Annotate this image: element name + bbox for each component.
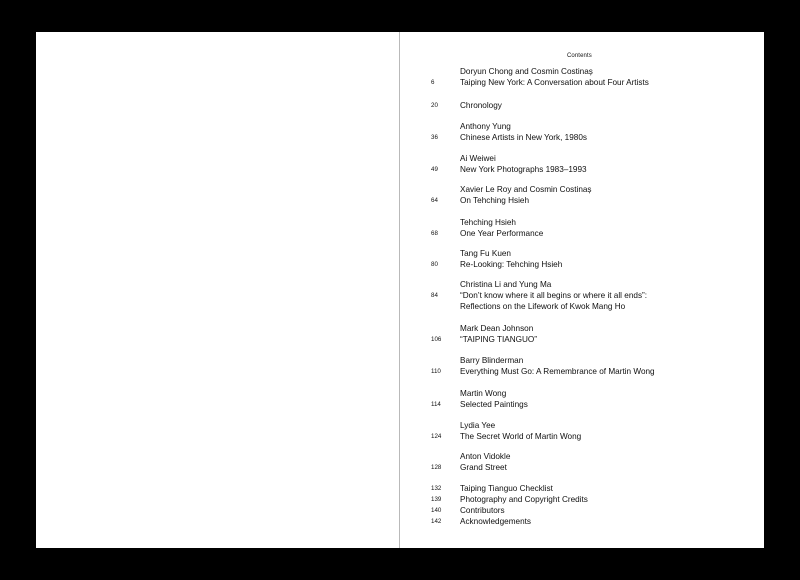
toc-page-number: 140 (431, 507, 442, 514)
toc-title-line (400, 195, 764, 206)
toc-title: On Tehching Hsieh (460, 196, 530, 205)
book-spread (36, 32, 764, 548)
toc-page-number: 49 (431, 166, 438, 173)
toc-title: Re-Looking: Tehching Hsieh (460, 260, 563, 269)
toc-entry (400, 420, 764, 442)
toc-title: Grand Street (460, 463, 507, 472)
toc-page-number: 68 (431, 230, 438, 237)
toc-title-line (400, 334, 764, 345)
toc-title-line (400, 77, 764, 88)
toc-title-line (400, 462, 764, 473)
toc-page-number: 80 (431, 261, 438, 268)
toc-page-number: 142 (431, 518, 442, 525)
toc-page-number: 6 (431, 79, 435, 86)
toc-page-number: 132 (431, 485, 442, 492)
toc-title: Contributors (460, 506, 505, 515)
toc-title-line (400, 399, 764, 410)
right-page (400, 32, 764, 548)
toc-title: “TAIPING TIANGUO” (460, 335, 538, 344)
toc-entry (400, 100, 764, 111)
toc-entry (400, 66, 764, 88)
toc-entry (400, 355, 764, 377)
toc-title: Taiping New York: A Conversation about Four Artists (460, 78, 649, 87)
toc-author-line (400, 121, 764, 132)
toc-page-number: 20 (431, 102, 438, 109)
toc-page-number: 124 (431, 433, 442, 440)
toc-entry (400, 451, 764, 473)
toc-author-line (400, 153, 764, 164)
toc-author: Lydia Yee (460, 421, 496, 430)
toc-entry (400, 483, 764, 494)
toc-author-line (400, 420, 764, 431)
toc-author: Ai Weiwei (460, 154, 496, 163)
toc-author: Anthony Yung (460, 122, 511, 131)
toc-author: Christina Li and Yung Ma (460, 280, 552, 289)
toc-author: Doryun Chong and Cosmin Costinaș (460, 67, 593, 76)
left-page (36, 32, 399, 548)
toc-author-line (400, 66, 764, 77)
toc-entry (400, 494, 764, 505)
toc-entry (400, 217, 764, 239)
toc-title-line (400, 516, 764, 527)
toc-title: The Secret World of Martin Wong (460, 432, 582, 441)
toc-author-line (400, 279, 764, 290)
toc-title-line (400, 301, 764, 312)
toc-author-line (400, 451, 764, 462)
toc-author: Anton Vidokle (460, 452, 511, 461)
toc-title-line (400, 366, 764, 377)
toc-title: Taiping Tianguo Checklist (460, 484, 553, 493)
toc-page-number: 139 (431, 496, 442, 503)
toc-entry (400, 323, 764, 345)
toc-entry (400, 121, 764, 143)
toc-page-number: 36 (431, 134, 438, 141)
toc-title-line (400, 505, 764, 516)
toc-entry (400, 184, 764, 206)
toc-title: Chinese Artists in New York, 1980s (460, 133, 587, 142)
toc-title: Selected Paintings (460, 400, 528, 409)
toc-title-line (400, 228, 764, 239)
toc-entry (400, 279, 764, 312)
toc-author-line (400, 323, 764, 334)
toc-page-number: 64 (431, 197, 438, 204)
toc-page-number: 110 (431, 368, 441, 375)
toc-title-line (400, 483, 764, 494)
toc-author-line (400, 388, 764, 399)
toc-entry (400, 505, 764, 516)
toc-author: Tang Fu Kuen (460, 249, 511, 258)
toc-entry (400, 248, 764, 270)
toc-author: Xavier Le Roy and Cosmin Costinaș (460, 185, 592, 194)
toc-title: One Year Performance (460, 229, 544, 238)
toc-author: Barry Blinderman (460, 356, 524, 365)
toc-page-number: 114 (431, 401, 441, 408)
toc-title-line (400, 290, 764, 301)
toc-entry (400, 153, 764, 175)
toc-page-number: 106 (431, 336, 442, 343)
toc-title: Chronology (460, 101, 502, 110)
contents-heading: Contents (567, 53, 592, 59)
toc-title-line (400, 431, 764, 442)
toc-title: Acknowledgements (460, 517, 531, 526)
toc-title-line (400, 259, 764, 270)
toc-author-line (400, 355, 764, 366)
toc-author-line (400, 217, 764, 228)
toc-author-line (400, 248, 764, 259)
toc-author-line (400, 184, 764, 195)
toc-title: New York Photographs 1983–1993 (460, 165, 587, 174)
toc-page-number: 84 (431, 292, 438, 299)
toc-title: Photography and Copyright Credits (460, 495, 588, 504)
toc-entry (400, 516, 764, 527)
toc-title: “Don’t know where it all begins or where it all ends”: (460, 291, 648, 300)
toc-title-line (400, 132, 764, 143)
toc-author: Tehching Hsieh (460, 218, 516, 227)
toc-title-line (400, 164, 764, 175)
toc-entry (400, 388, 764, 410)
toc-page-number: 128 (431, 464, 442, 471)
toc-title: Everything Must Go: A Remembrance of Martin Wong (460, 367, 655, 376)
toc-author: Martin Wong (460, 389, 507, 398)
toc-title-line (400, 494, 764, 505)
toc-author: Mark Dean Johnson (460, 324, 534, 333)
toc-title-line (400, 100, 764, 111)
toc-title: Reflections on the Lifework of Kwok Mang Ho (460, 302, 626, 311)
